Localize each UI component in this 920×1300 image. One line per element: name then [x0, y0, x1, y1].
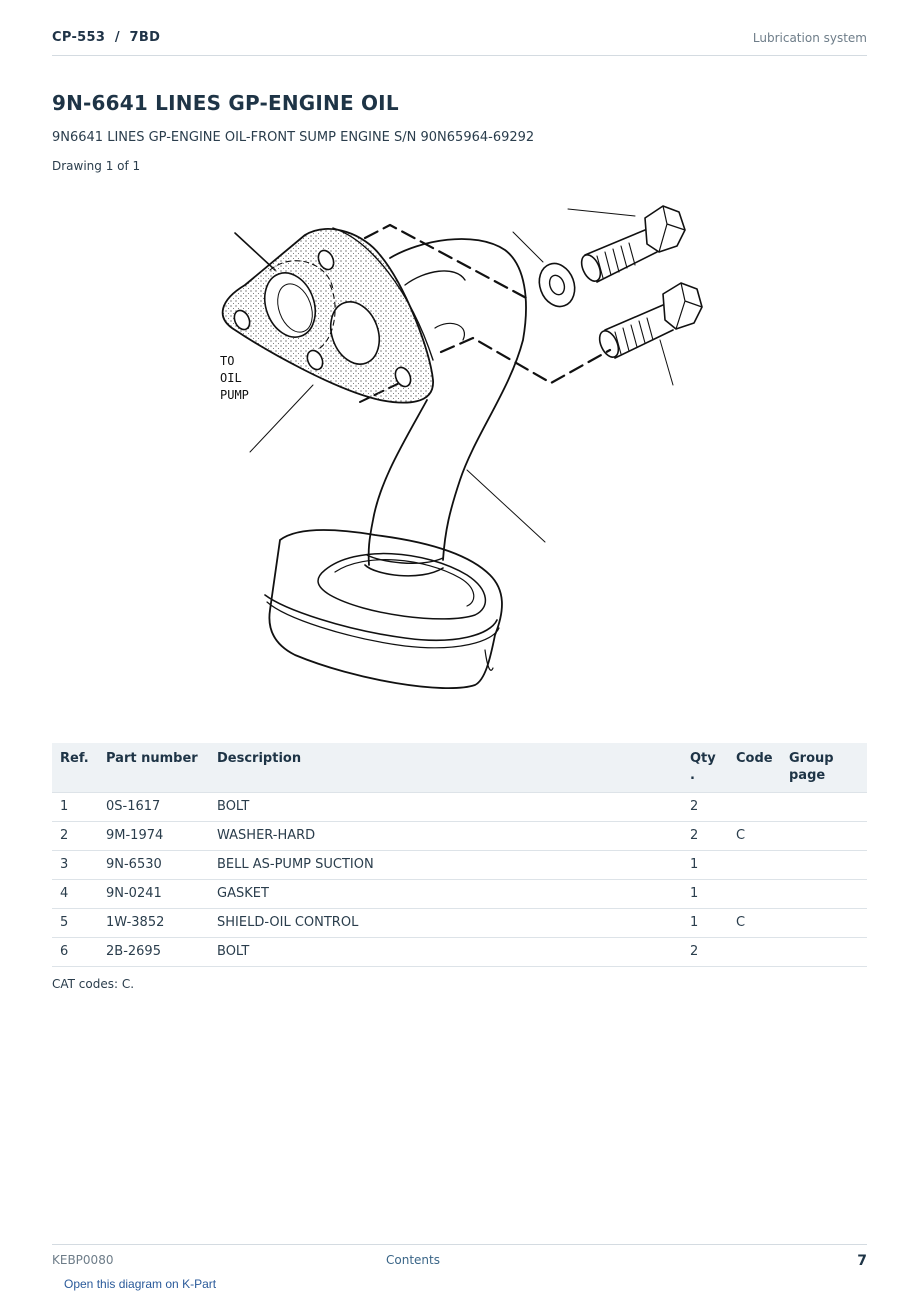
- pipe: [405, 271, 465, 285]
- leader-line: [513, 232, 543, 262]
- page-title: 9N-6641 LINES GP-ENGINE OIL: [52, 91, 399, 115]
- cell-group-page: [781, 909, 867, 938]
- page-footer: [52, 1244, 867, 1275]
- cell-group-page: [781, 822, 867, 851]
- section-name: Lubrication system: [752, 31, 867, 45]
- cell-ref: 3: [52, 851, 98, 880]
- cell-code: [728, 938, 781, 967]
- cell-qty: 1: [682, 909, 728, 938]
- header-ref: Ref.: [52, 743, 98, 793]
- pipe: [369, 400, 427, 565]
- cell-description: BOLT: [209, 938, 682, 967]
- suction-bell-rim: [267, 602, 499, 648]
- cell-code: [728, 880, 781, 909]
- parts-table: [52, 743, 867, 967]
- cell-qty: 2: [682, 793, 728, 822]
- cell-qty: 1: [682, 851, 728, 880]
- suction-neck: [365, 565, 443, 576]
- leader-line: [568, 209, 635, 216]
- cell-group-page: [781, 851, 867, 880]
- header-qty: Qty .: [682, 743, 728, 793]
- header-description: Description: [209, 743, 682, 793]
- cell-description: SHIELD-OIL CONTROL: [209, 909, 682, 938]
- kpart-diagram-link[interactable]: Open this diagram on K-Part: [64, 1277, 217, 1291]
- header-part-number: Part number: [98, 743, 209, 793]
- cell-part-number: 0S-1617: [98, 793, 209, 822]
- oil-pump-label: OIL: [220, 371, 242, 385]
- cell-ref: 1: [52, 793, 98, 822]
- model-code: CP-553 / 7BD: [52, 30, 161, 45]
- cell-qty: 2: [682, 938, 728, 967]
- washer-hole: [547, 273, 567, 297]
- parts-diagram: [205, 190, 715, 710]
- leader-line: [250, 385, 313, 452]
- table-row: [52, 909, 867, 938]
- cell-group-page: [781, 793, 867, 822]
- cell-qty: 1: [682, 880, 728, 909]
- header-code: Code: [728, 743, 781, 793]
- cell-ref: 6: [52, 938, 98, 967]
- suction-inner: [335, 560, 474, 606]
- document-id: KEBP0080: [52, 1253, 114, 1267]
- cell-ref: 2: [52, 822, 98, 851]
- assembly-dash: [441, 338, 610, 383]
- cell-description: GASKET: [209, 880, 682, 909]
- cell-part-number: 9N-0241: [98, 880, 209, 909]
- page-number: 7: [857, 1253, 867, 1269]
- header-group-page: Group page: [781, 743, 867, 793]
- cell-part-number: 9M-1974: [98, 822, 209, 851]
- drawing-label: Drawing 1 of 1: [52, 159, 141, 173]
- cell-part-number: 1W-3852: [98, 909, 209, 938]
- table-row: [52, 793, 867, 822]
- table-row: [52, 880, 867, 909]
- cell-ref: 5: [52, 909, 98, 938]
- cell-part-number: 9N-6530: [98, 851, 209, 880]
- table-row: [52, 938, 867, 967]
- table-row: [52, 822, 867, 851]
- pipe: [435, 323, 464, 340]
- cell-ref: 4: [52, 880, 98, 909]
- contents-link[interactable]: Contents: [386, 1253, 440, 1267]
- cell-code: [728, 851, 781, 880]
- page-header: [52, 28, 867, 56]
- leader-line: [467, 470, 545, 542]
- oil-pump-label: TO: [220, 354, 235, 368]
- table-header-row: [52, 743, 867, 793]
- cell-group-page: [781, 938, 867, 967]
- cell-code: C: [728, 822, 781, 851]
- cell-code: C: [728, 909, 781, 938]
- cell-description: WASHER-HARD: [209, 822, 682, 851]
- cell-code: [728, 793, 781, 822]
- washer: [534, 259, 581, 312]
- cell-part-number: 2B-2695: [98, 938, 209, 967]
- cell-qty: 2: [682, 822, 728, 851]
- suction-neck: [367, 555, 443, 563]
- page-subtitle: 9N6641 LINES GP-ENGINE OIL-FRONT SUMP ENGINE S/N 90N65964-69292: [52, 130, 535, 145]
- table-row: [52, 851, 867, 880]
- cell-group-page: [781, 880, 867, 909]
- cell-description: BOLT: [209, 793, 682, 822]
- cell-description: BELL AS-PUMP SUCTION: [209, 851, 682, 880]
- oil-pump-label: PUMP: [220, 388, 249, 402]
- leader-line: [660, 340, 673, 385]
- cat-codes-note: CAT codes: C.: [52, 977, 135, 991]
